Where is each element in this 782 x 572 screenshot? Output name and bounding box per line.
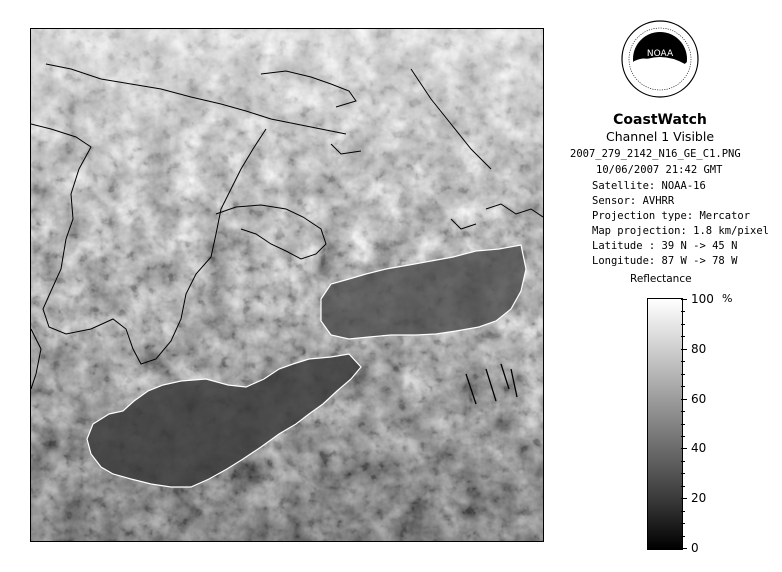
colorbar-tick-label: 40 [691,441,707,456]
info-sensor: Sensor: AVHRR [592,195,675,207]
satellite-image [30,28,544,542]
colorbar-minor-tick [681,486,685,487]
colorbar-minor-tick [681,473,685,474]
colorbar-tick-label: 0 [691,541,699,555]
colorbar-tick-label: 100 [691,292,714,306]
channel-subtitle: Channel 1 Visible [605,129,715,144]
colorbar-minor-tick [681,536,685,537]
product-title: CoastWatch [613,112,707,128]
info-longitude: Longitude: 87 W -> 78 W [592,255,738,267]
colorbar-minor-tick [681,311,685,312]
colorbar-minor-tick [681,374,685,375]
colorbar-minor-tick [681,461,685,462]
noaa-logo-icon [621,20,699,98]
colorbar-minor-tick [681,511,685,512]
colorbar-minor-tick [681,336,685,337]
colorbar-tick [681,498,687,499]
legend-label: Reflectance [630,273,692,285]
satellite-map-svg [31,29,543,541]
colorbar-tick [681,399,687,400]
noaa-logo-text: NOAA [646,49,674,59]
colorbar-tick-label: 20 [691,491,707,506]
colorbar-minor-tick [681,386,685,387]
legend-unit: % [722,292,733,305]
info-latitude: Latitude : 39 N -> 45 N [592,240,738,252]
colorbar-minor-tick [681,361,685,362]
colorbar-minor-tick [681,523,685,524]
colorbar-tick-label: 80 [691,341,707,356]
colorbar-minor-tick [681,411,685,412]
colorbar-tick-label: 60 [691,391,707,406]
colorbar-tick [681,448,687,449]
colorbar-tick [681,548,687,549]
info-filename: 2007_279_2142_N16_GE_C1.PNG [570,148,741,160]
info-map-projection: Map projection: 1.8 km/pixel [592,225,770,237]
colorbar-minor-tick [681,424,685,425]
info-satellite: Satellite: NOAA-16 [592,180,706,192]
colorbar-minor-tick [681,324,685,325]
info-datetime: 10/06/2007 21:42 GMT [596,164,723,176]
reflectance-colorbar [647,298,683,550]
colorbar-tick [681,299,687,300]
info-projection-type: Projection type: Mercator [592,210,751,222]
colorbar-tick [681,349,687,350]
colorbar-minor-tick [681,436,685,437]
